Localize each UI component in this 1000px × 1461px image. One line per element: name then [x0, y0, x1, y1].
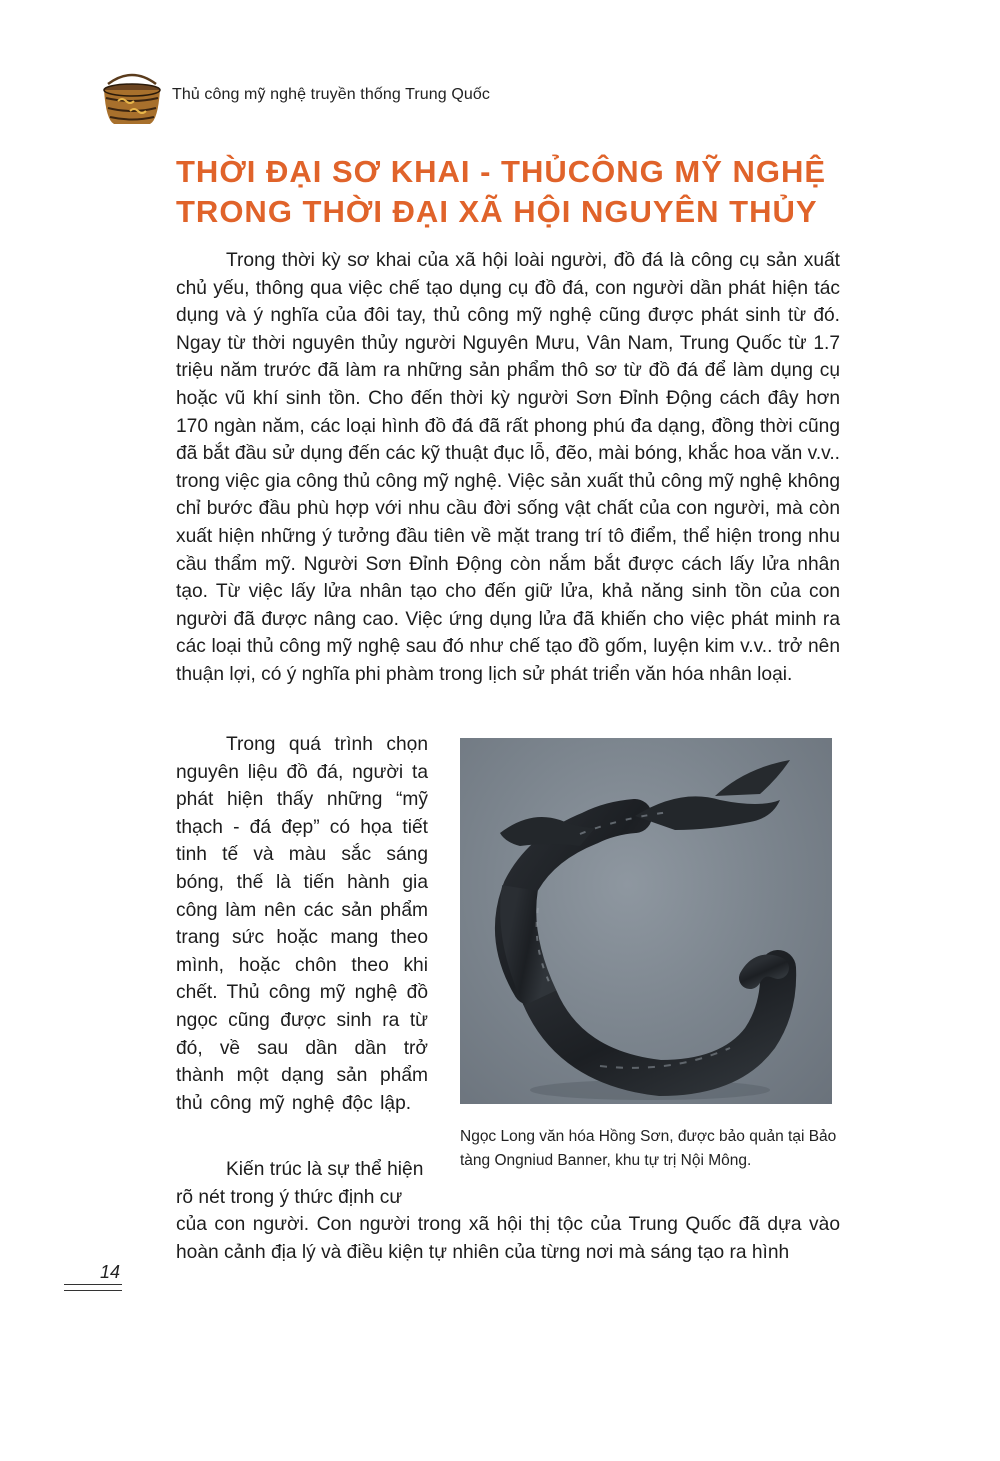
- body-paragraph-3-rest: của con người. Con người trong xã hội thị tộc của Trung Quốc đã dựa vào hoàn cảnh địa lý và điều kiện tự nhiên của từng nơi mà sáng tạo ra hình: [176, 1214, 840, 1263]
- figure-caption: Ngọc Long văn hóa Hồng Sơn, được bảo quản tại Bảo tàng Ongniud Banner, khu tự trị Nội Mông.: [460, 1128, 837, 1169]
- woven-basket-icon: [100, 70, 164, 130]
- page-number-rule: [64, 1284, 122, 1291]
- body-paragraph-3-start: Kiến trúc là sự thể hiện rõ nét trong ý thức định cư: [176, 1159, 424, 1208]
- jade-dragon-photo: [460, 738, 832, 1104]
- body-paragraph-2: Trong quá trình chọn nguyên liệu đồ đá, người ta phát hiện thấy những “mỹ thạch - đá đẹp” có họa tiết tinh tế và màu sắc sáng bóng, thế là tiến hành gia công làm nên các sản phẩm trang sức hoặc mang theo mình, hoặc chôn theo khi chết. Thủ công mỹ nghệ đồ ngọc cũng được sinh ra từ đó, về sau dần dần trở thành một dạng sản phẩm thủ công mỹ nghệ độc lập.: [176, 734, 428, 1114]
- running-header: [100, 70, 880, 130]
- chapter-heading: [176, 152, 876, 232]
- running-title: Thủ công mỹ nghệ truyền thống Trung Quốc: [172, 86, 490, 103]
- body-paragraph-1: Trong thời kỳ sơ khai của xã hội loài người, đồ đá là công cụ sản xuất chủ yếu, thông qua việc chế tạo dụng cụ đồ đá, con người dần phát hiện tác dụng và ý nghĩa của đôi tay, thủ công mỹ nghệ cũng được phát sinh từ đó. Ngay từ thời nguyên thủy người Nguyên Mưu, Vân Nam, Trung Quốc từ 1.7 triệu năm trước đã làm ra những sản phẩm thô sơ từ đồ đá để làm dụng cụ hoặc vũ khí sinh tồn. Cho đến thời kỳ người Sơn Đỉnh Động cách đây hơn 170 ngàn năm, các loại hình đồ đá đã rất phong phú đa dạng, đồng thời cũng đã bắt đầu sử dụng đến các kỹ thuật đục lỗ, đẽo, mài bóng, khắc hoa văn v.v.. trong việc gia công thủ công mỹ nghệ. Việc sản xuất thủ công mỹ nghệ không chỉ bước đầu phù hợp với nhu cầu đời sống vật chất của con người, mà còn xuất hiện những ý tưởng đầu tiên về mặt trang trí tô điểm, thể hiện trong nhu cầu thẩm mỹ. Người Sơn Đỉnh Động còn nắm bắt được cách lấy lửa nhân tạo. Từ việc lấy lửa nhân tạo cho đến giữ lửa, khả năng sinh tồn của con người đã được nâng cao. Việc ứng dụng lửa đã khiến cho việc phát minh ra các loại thủ công mỹ nghệ sau đó như chế tạo đồ gốm, luyện kim v.v.. trở nên thuận lợi, có ý nghĩa phi phàm trong lịch sử phát triển văn hóa nhân loại.: [176, 250, 840, 685]
- page-number: 14: [100, 1262, 121, 1282]
- chapter-heading-line-1: THỜI ĐẠI SƠ KHAI - THỦCÔNG MỸ NGHỆ: [176, 154, 827, 189]
- chapter-heading-line-2: TRONG THỜI ĐẠI XÃ HỘI NGUYÊN THỦY: [176, 194, 818, 229]
